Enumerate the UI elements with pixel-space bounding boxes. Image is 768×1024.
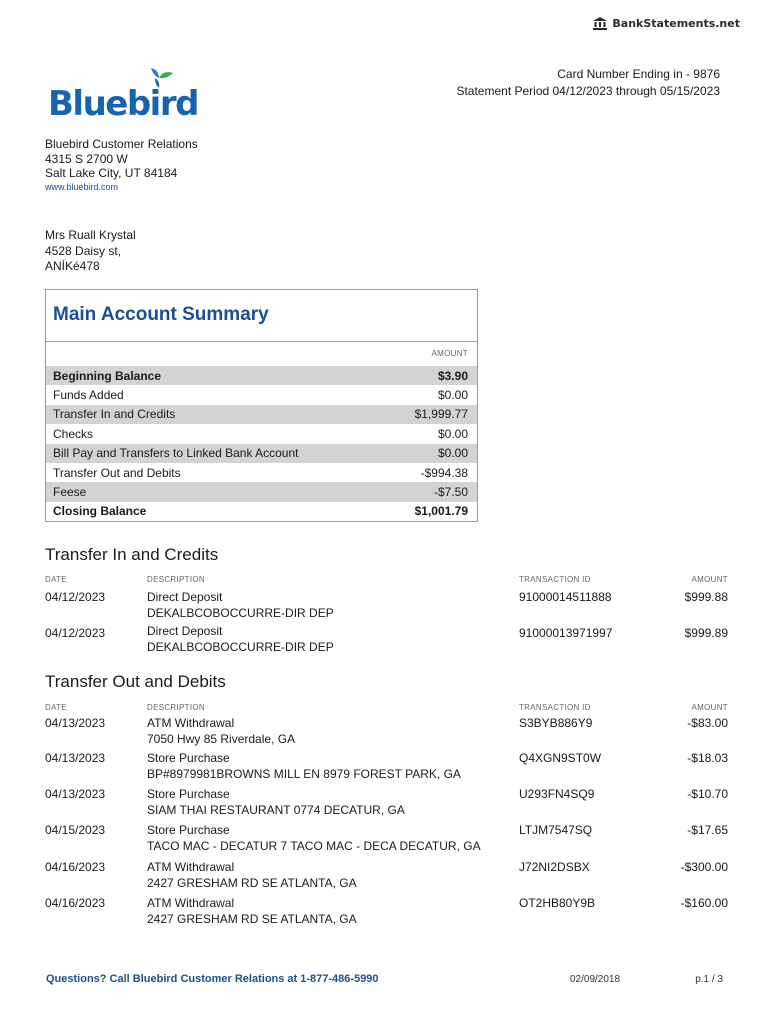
tx-amount: -$160.00	[680, 896, 728, 910]
summary-label: Checks	[53, 426, 94, 441]
issuer-name: Bluebird Customer Relations	[45, 137, 198, 151]
tx-description-line1: Store Purchase	[147, 751, 230, 765]
tx-description-line1: Store Purchase	[147, 787, 230, 801]
tx-amount: -$10.70	[687, 787, 728, 801]
tx-date: 04/12/2023	[45, 590, 106, 604]
tx-description-line2: BP#8979981BROWNS MILL EN 8979 FOREST PARK, GA	[147, 766, 461, 781]
issuer-street: 4315 S 2700 W	[45, 151, 128, 166]
summary-amount: $3.90	[437, 368, 468, 383]
card-info	[456, 66, 720, 100]
bluebird-logo	[48, 66, 198, 128]
tx-description-line1: ATM Withdrawal	[147, 860, 235, 874]
tx-description	[147, 896, 357, 927]
tx-date: 04/16/2023	[45, 860, 106, 874]
tx-date: 04/12/2023	[45, 626, 106, 640]
summary-label: Funds Added	[53, 388, 124, 403]
tx-date: 04/13/2023	[45, 751, 106, 765]
summary-title: Main Account Summary	[46, 290, 477, 342]
tx-description-line1: ATM Withdrawal	[147, 716, 235, 730]
summary-label: Closing Balance	[53, 504, 147, 519]
issuer-address	[45, 137, 198, 194]
credits-date-header: DATE	[45, 575, 67, 584]
debits-section-title: Transfer Out and Debits	[45, 672, 226, 691]
page-number: p.1 / 3	[695, 974, 723, 985]
footer-help-line: Questions? Call Bluebird Customer Relations at 1-877-486-5990	[46, 973, 379, 985]
customer-street: 4528 Daisy st,	[45, 243, 122, 258]
summary-row-checks	[46, 424, 477, 443]
summary-label: Beginning Balance	[53, 368, 162, 383]
logo-text: Bluebird	[48, 84, 198, 124]
tx-id: OT2HB80Y9B	[519, 896, 596, 910]
tx-date: 04/15/2023	[45, 823, 106, 837]
tx-description-line2: 7050 Hwy 85 Riverdale, GA	[147, 731, 296, 746]
debits-date-header: DATE	[45, 703, 67, 712]
customer-city: ANÍKé478	[45, 259, 100, 273]
summary-row-bill-pay	[46, 444, 477, 463]
summary-label: Bill Pay and Transfers to Linked Bank Account	[53, 446, 299, 461]
credits-description-header: DESCRIPTION	[147, 575, 205, 584]
tx-id: J72NI2DSBX	[519, 860, 590, 874]
tx-description	[147, 860, 357, 891]
tx-id: S3BYB886Y9	[519, 716, 593, 730]
debits-transaction-id-header: TRANSACTION ID	[519, 703, 591, 712]
summary-row-funds-added	[46, 385, 477, 404]
summary-row-fees	[46, 482, 477, 501]
tx-amount: -$83.00	[687, 716, 728, 730]
tx-description	[147, 751, 461, 782]
tx-id: Q4XGN9ST0W	[519, 751, 602, 765]
tx-id: 91000013971997	[519, 626, 613, 640]
summary-label: Transfer Out and Debits	[53, 465, 181, 480]
summary-amount: -$994.38	[420, 465, 468, 480]
tx-date: 04/16/2023	[45, 896, 106, 910]
tx-description-line2: SIAM THAI RESTAURANT 0774 DECATUR, GA	[147, 802, 405, 817]
tx-description-line1: Store Purchase	[147, 823, 230, 837]
tx-description	[147, 787, 405, 818]
summary-amount: $0.00	[437, 388, 468, 403]
tx-description	[147, 716, 295, 747]
tx-description-line2: DEKALBCOBOCCURRE-DIR DEP	[147, 605, 334, 620]
credits-section-title: Transfer In and Credits	[45, 545, 219, 564]
tx-amount: $999.88	[684, 590, 728, 604]
tx-description	[147, 624, 334, 655]
tx-description	[147, 823, 481, 854]
tx-description-line2: 2427 GRESHAM RD SE ATLANTA, GA	[147, 911, 357, 926]
tx-amount: -$18.03	[687, 751, 728, 765]
tx-description-line2: DEKALBCOBOCCURRE-DIR DEP	[147, 639, 334, 654]
watermark	[593, 17, 740, 30]
debits-description-header: DESCRIPTION	[147, 703, 205, 712]
account-summary	[45, 289, 478, 522]
summary-row-transfer-in	[46, 405, 477, 424]
tx-amount: $999.89	[684, 626, 728, 640]
summary-amount-header: AMOUNT	[431, 349, 468, 358]
summary-amount: $1,001.79	[414, 504, 468, 519]
tx-id: 91000014511888	[519, 590, 612, 604]
summary-label: Feese	[53, 485, 87, 500]
issuer-website-link[interactable]: www.bluebird.com	[45, 181, 119, 192]
tx-date: 04/13/2023	[45, 716, 106, 730]
watermark-text: BankStatements.net	[612, 17, 740, 30]
tx-id: U293FN4SQ9	[519, 787, 595, 801]
tx-description-line2: 2427 GRESHAM RD SE ATLANTA, GA	[147, 875, 357, 890]
credits-transaction-id-header: TRANSACTION ID	[519, 575, 591, 584]
card-number: Card Number Ending in - 9876	[557, 67, 720, 81]
customer-name: Mrs Ruall Krystal	[45, 228, 136, 242]
summary-row-beginning-balance	[46, 366, 477, 385]
tx-description-line1: Direct Deposit	[147, 624, 223, 638]
summary-label: Transfer In and Credits	[53, 407, 176, 422]
tx-date: 04/13/2023	[45, 787, 106, 801]
tx-amount: -$17.65	[687, 823, 728, 837]
tx-amount: -$300.00	[680, 860, 728, 874]
summary-row-closing-balance	[46, 502, 477, 521]
summary-amount: $0.00	[437, 446, 468, 461]
summary-amount: $1,999.77	[414, 407, 468, 422]
summary-row-transfer-out	[46, 463, 477, 482]
tx-description-line1: ATM Withdrawal	[147, 896, 235, 910]
footer-date: 02/09/2018	[570, 974, 621, 985]
tx-description	[147, 590, 334, 621]
issuer-city: Salt Lake City, UT 84184	[45, 166, 178, 180]
customer-address	[45, 228, 136, 275]
tx-description-line2: TACO MAC - DECATUR 7 TACO MAC - DECA DECATUR, GA	[147, 838, 481, 853]
statement-period: Statement Period 04/12/2023 through 05/15/2023	[456, 84, 720, 98]
bank-icon	[593, 17, 607, 30]
tx-id: LTJM7547SQ	[519, 823, 593, 837]
summary-amount: $0.00	[437, 426, 468, 441]
tx-description-line1: Direct Deposit	[147, 590, 223, 604]
summary-amount: -$7.50	[433, 485, 468, 500]
debits-amount-header: AMOUNT	[691, 703, 728, 712]
credits-amount-header: AMOUNT	[691, 575, 728, 584]
